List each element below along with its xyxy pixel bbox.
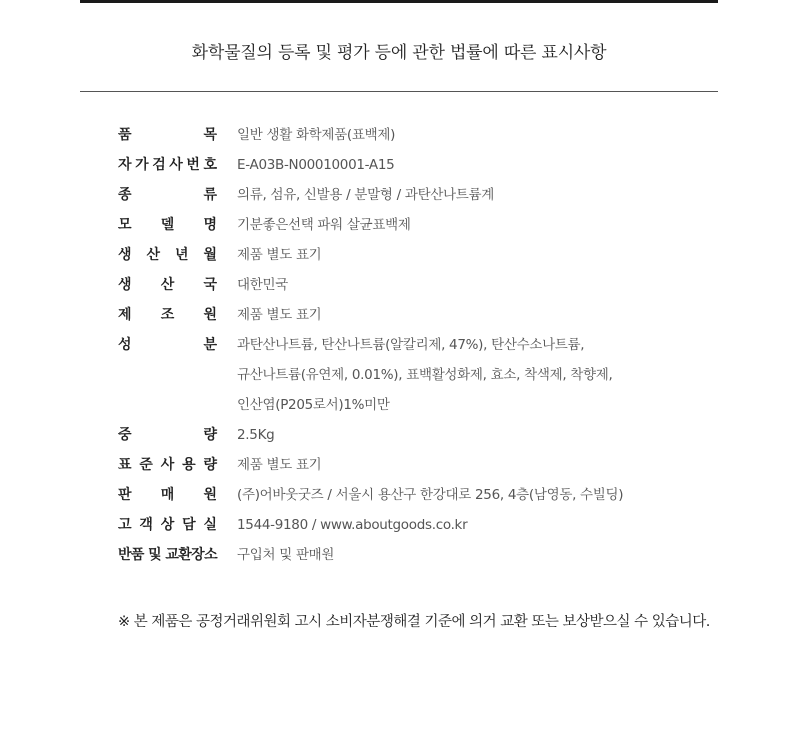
spec-row-item: [118, 120, 718, 150]
spec-value: (주)어바웃굿즈 / 서울시 용산구 한강대로 256, 4층(남영동, 수빌딩): [237, 487, 624, 503]
spec-value: E-A03B-N00010001-A15: [237, 157, 395, 173]
spec-label: 성 분: [118, 337, 217, 353]
spec-value: 대한민국: [237, 277, 288, 293]
spec-label: 생 산 년 월: [118, 247, 217, 263]
spec-row-return-place: [118, 540, 718, 570]
spec-label: 제 조 원: [118, 307, 217, 323]
spec-label: 모 델 명: [118, 217, 217, 233]
spec-value: 2.5Kg: [237, 427, 275, 443]
spec-value: 제품 별도 표기: [237, 247, 322, 263]
spec-value: 기분좋은선택 파워 살균표백제: [237, 217, 411, 233]
spec-value: 일반 생활 화학제품(표백제): [237, 127, 396, 143]
spec-label: 중 량: [118, 427, 217, 443]
spec-label: 종 류: [118, 187, 217, 203]
top-divider: [80, 0, 718, 3]
spec-row-model-name: [118, 210, 718, 240]
page-title: 화학물질의 등록 및 평가 등에 관한 법률에 따른 표시사항: [191, 43, 607, 63]
spec-row-weight: [118, 420, 718, 450]
spec-row-seller: [118, 480, 718, 510]
spec-table: [118, 120, 718, 570]
spec-row-type: [118, 180, 718, 210]
spec-row-self-test-number: [118, 150, 718, 180]
spec-label: 품 목: [118, 127, 217, 143]
consumer-notice: ※ 본 제품은 공정거래위원회 고시 소비자분쟁해결 기준에 의거 교환 또는 보상받으실 수 있습니다.: [118, 614, 710, 630]
spec-label: 생 산 국: [118, 277, 217, 293]
spec-value: 의류, 섬유, 신발용 / 분말형 / 과탄산나트륨계: [237, 187, 495, 203]
spec-label: 자 가 검 사 번 호: [118, 157, 217, 173]
spec-value: 구입처 및 판매원: [237, 547, 335, 563]
spec-row-customer-service: [118, 510, 718, 540]
spec-label: 반품 및 교환장소: [118, 547, 218, 563]
spec-row-ingredients: [118, 330, 718, 420]
spec-label: 판 매 원: [118, 487, 217, 503]
spec-value: 과탄산나트륨, 탄산나트륨(알칼리제, 47%), 탄산수소나트륨, 규산나트륨(유연제, 0.01%), 표백활성화제, 효소, 착색제, 착향제, 인산염(P205로서)1%미만: [237, 337, 613, 413]
title-divider: [80, 91, 718, 92]
spec-label: 표 준 사 용 량: [118, 457, 217, 473]
spec-value: 1544-9180 / www.aboutgoods.co.kr: [237, 517, 468, 533]
spec-row-production-date: [118, 240, 718, 270]
spec-value: 제품 별도 표기: [237, 307, 322, 323]
spec-row-standard-usage: [118, 450, 718, 480]
spec-row-country: [118, 270, 718, 300]
spec-value: 제품 별도 표기: [237, 457, 322, 473]
spec-label: 고 객 상 담 실: [118, 517, 217, 533]
spec-row-manufacturer: [118, 300, 718, 330]
